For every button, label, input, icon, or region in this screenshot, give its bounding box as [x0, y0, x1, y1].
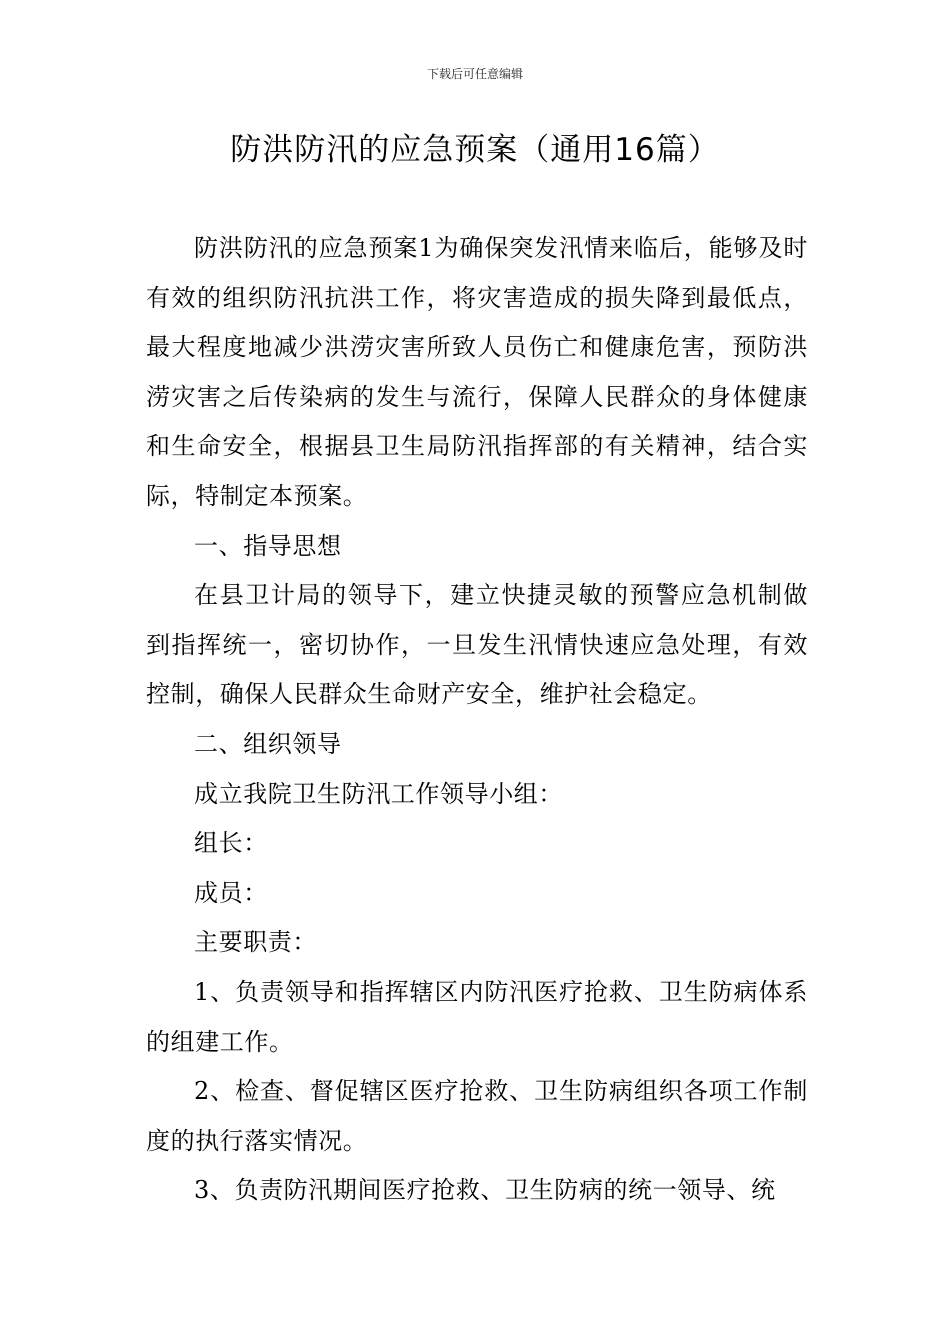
paragraph-intro: 防洪防汛的应急预案1为确保突发汛情来临后，能够及时有效的组织防汛抗洪工作，将灾害造成的损失降到最低点，最大程度地减少洪涝灾害所致人员伤亡和健康危害，预防洪涝灾害之后传染病的发生与流行，保障人民群众的身体健康和生命安全，根据县卫生局防汛指挥部的有关精神，结合实际，特制定本预案。	[146, 234, 808, 510]
section-heading-guiding-ideology: 一、指导思想	[194, 531, 342, 560]
document-title: 防洪防汛的应急预案（通用16篇）	[230, 132, 720, 168]
duty-item-3: 3、负责防汛期间医疗抢救、卫生防病的统一领导、统	[194, 1176, 776, 1205]
section-heading-organization: 二、组织领导	[194, 729, 342, 758]
duty-item-1: 1、负责领导和指挥辖区内防汛医疗抢救、卫生防病体系的组建工作。	[146, 977, 808, 1056]
document-body	[146, 224, 808, 1216]
paragraph-leading-group: 成立我院卫生防汛工作领导小组：	[194, 779, 563, 808]
paragraph-main-duties: 主要职责：	[194, 928, 317, 957]
header-note: 下载后可任意编辑	[426, 67, 523, 81]
paragraph-guiding-ideology: 在县卫计局的领导下，建立快捷灵敏的预警应急机制做到指挥统一，密切协作，一旦发生汛情快速应急处理，有效控制，确保人民群众生命财产安全，维护社会稳定。	[146, 581, 808, 709]
paragraph-group-leader: 组长：	[194, 829, 268, 858]
duty-item-2: 2、检查、督促辖区医疗抢救、卫生防病组织各项工作制度的执行落实情况。	[146, 1077, 808, 1155]
paragraph-members: 成员：	[194, 878, 268, 907]
